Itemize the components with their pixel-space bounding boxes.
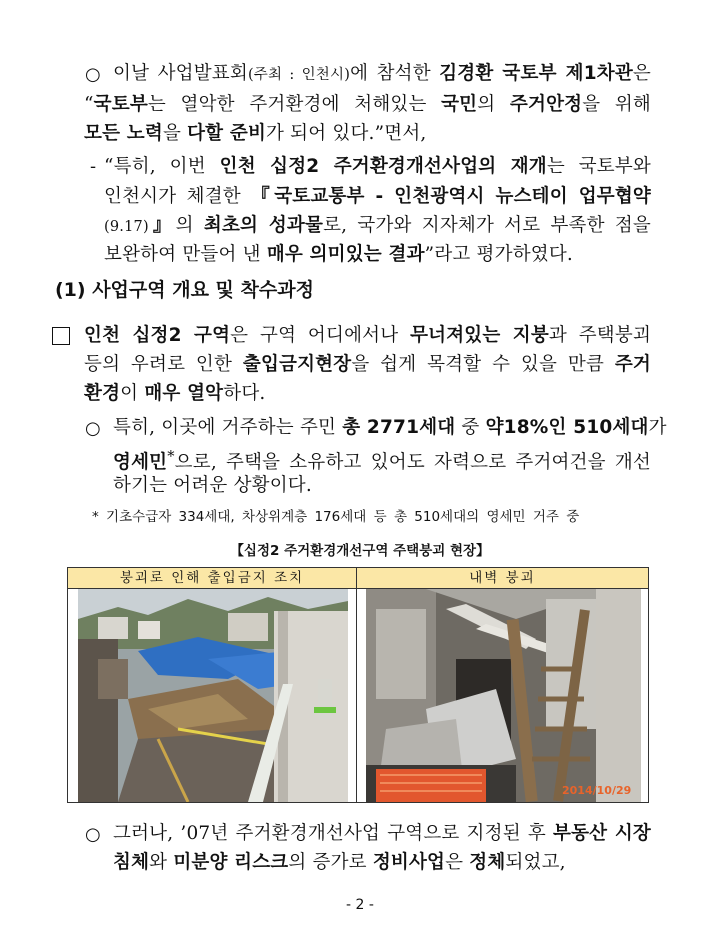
- text: 인천시가 체결한: [104, 186, 252, 207]
- text: 가: [648, 417, 667, 438]
- footnote-text: 기초수급자 334세대, 차상위계층 176세대 등 총 510세대의 영세민 거주 중: [106, 509, 580, 525]
- paragraph-line: [113, 444, 651, 476]
- text: 은: [445, 852, 470, 873]
- bullet-circle: ○: [85, 824, 101, 845]
- emphasis: 미분양 리스크: [173, 852, 289, 873]
- photo-header-left: 붕괴로 인해 출입금지 조치: [68, 568, 356, 589]
- paragraph-line: [104, 213, 651, 240]
- emphasis: 주거안정: [509, 94, 583, 115]
- emphasis: 정체: [469, 852, 506, 873]
- text: ”라고 평가하였다.: [424, 244, 573, 265]
- text: 로, 국가와 지자체가 서로 부족한 점을: [323, 215, 651, 236]
- text: 는 국토부와: [546, 156, 651, 177]
- text: 등의 우려로 인한: [84, 354, 243, 375]
- text: 특히, 이곳에 거주하는 주민: [113, 417, 343, 438]
- emphasis: 최초의 성과물: [203, 215, 324, 236]
- paragraph-line: [113, 821, 651, 847]
- paragraph-line: [104, 184, 651, 210]
- emphasis: 다할 준비: [187, 123, 267, 144]
- text: 의: [175, 215, 204, 236]
- text: 되었고,: [505, 852, 566, 873]
- paragraph-line: [84, 121, 427, 147]
- text: 중: [455, 417, 486, 438]
- text: 에 참석한: [350, 63, 440, 84]
- bullet-dash: -: [90, 156, 97, 177]
- photo-caption: 【십정2 주거환경개선구역 주택붕괴 현장】: [230, 543, 490, 559]
- text: 와: [149, 852, 174, 873]
- paragraph-line: [113, 415, 667, 441]
- photo-inner-wall: [366, 589, 641, 802]
- bullet-circle: ○: [85, 418, 101, 439]
- text: 은: [632, 63, 651, 84]
- text: 그러나, ’07년 주거환경개선사업 구역으로 지정된 후: [113, 823, 553, 844]
- emphasis: 출입금지현장: [242, 354, 352, 375]
- emphasis: 인천 십정2 구역: [84, 325, 231, 346]
- text: 의: [477, 94, 510, 115]
- bullet-circle: ○: [85, 64, 101, 85]
- photo-date-stamp: 2014/10/29: [562, 784, 632, 797]
- text: 으로, 주택을 소유하고 있어도 자력으로 주거여건을 개선: [174, 452, 651, 474]
- photo-illustration-left: [78, 589, 348, 802]
- text: “: [84, 94, 94, 115]
- text: 하다.: [223, 383, 266, 404]
- emphasis: 주거: [614, 354, 651, 375]
- text: 의 증가로: [288, 852, 373, 873]
- text: 는 열악한 주거환경에 처해있는: [147, 94, 442, 115]
- text: (주최 : 인천시): [247, 67, 351, 83]
- emphasis: 』: [148, 215, 176, 236]
- page-number: - 2 -: [346, 897, 374, 913]
- emphasis: 김경환 국토부 제1차관: [439, 63, 633, 84]
- emphasis: 환경: [84, 383, 121, 404]
- section-heading: (1) 사업구역 개요 및 착수과정: [55, 279, 314, 301]
- emphasis: 매우 열악: [144, 383, 224, 404]
- emphasis: 약18%인 510세대: [485, 417, 649, 438]
- text: 보완하여 만들어 낸: [104, 244, 267, 265]
- paragraph-line: [113, 61, 651, 88]
- text: 이날 사업발표회: [113, 63, 248, 84]
- paragraph-line: [84, 92, 651, 118]
- text: “특히, 이번: [104, 156, 220, 177]
- emphasis: 정비사업: [372, 852, 446, 873]
- paragraph-line: [104, 154, 651, 180]
- text: 은 구역 어디에서나: [230, 325, 411, 346]
- text: 을 쉽게 목격할 수 있을 만큼: [351, 354, 615, 375]
- photo-collapsed-houses: [78, 589, 348, 802]
- paragraph-line: [104, 242, 573, 268]
- paragraph-line: [84, 381, 265, 407]
- emphasis: 매우 의미있는 결과: [266, 244, 425, 265]
- photo-header-right: 내벽 붕괴: [357, 568, 648, 589]
- photo-illustration-right: [366, 589, 641, 802]
- text: 하기는 어려운 상황이다.: [113, 475, 312, 496]
- paragraph-line: [113, 850, 566, 876]
- footnote-mark: *: [167, 449, 175, 465]
- text: 을 위해: [582, 94, 652, 115]
- emphasis: 침체: [113, 852, 150, 873]
- emphasis: 국토부: [93, 94, 148, 115]
- square-bullet: [52, 327, 70, 345]
- footnote: [92, 507, 579, 527]
- paragraph-line: [84, 352, 651, 378]
- text: (9.17): [104, 219, 149, 235]
- emphasis: 영세민: [113, 452, 168, 474]
- text: 가 되어 있다.”면서,: [266, 123, 427, 144]
- paragraph-line: [84, 323, 651, 349]
- emphasis: 『국토교통부 - 인천광역시 뉴스테이 업무협약: [251, 186, 652, 207]
- text: 을: [162, 123, 188, 144]
- photo-table: [67, 567, 649, 803]
- emphasis: 총 2771세대: [342, 417, 456, 438]
- emphasis: 인천 십정2 주거환경개선사업의 재개: [219, 156, 547, 177]
- footnote-asterisk: *: [92, 509, 99, 525]
- emphasis: 국민: [441, 94, 478, 115]
- paragraph-line: [113, 473, 312, 499]
- text: 과 주택붕괴: [548, 325, 652, 346]
- emphasis: 부동산 시장: [553, 823, 651, 844]
- text: 이: [120, 383, 145, 404]
- emphasis: 모든 노력: [84, 123, 163, 144]
- emphasis: 무너져있는 지붕: [410, 325, 549, 346]
- table-divider: [356, 568, 357, 802]
